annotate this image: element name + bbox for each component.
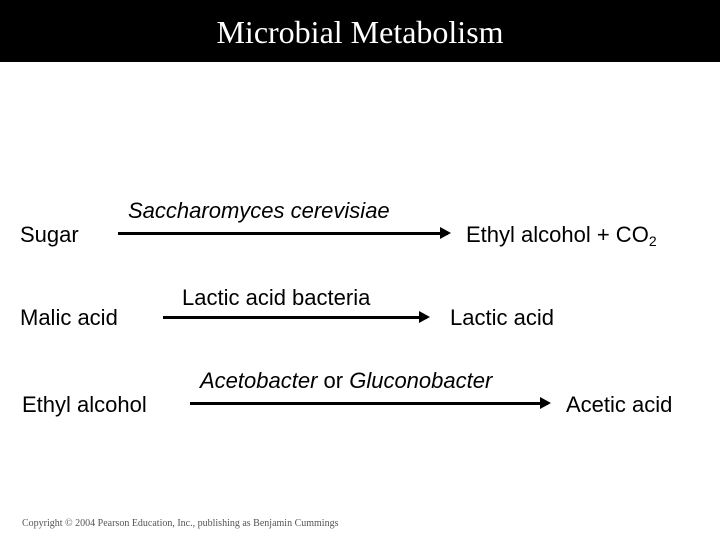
title-bar xyxy=(0,0,720,64)
reaction-2-arrow xyxy=(163,316,427,319)
reaction-1-product-main: Ethyl alcohol + CO xyxy=(466,222,649,247)
reaction-3-organism-genus-1: Acetobacter xyxy=(200,368,318,393)
reaction-1-product-subscript: 2 xyxy=(648,233,657,249)
reaction-3-organism-connector: or xyxy=(317,368,350,393)
reaction-2-organism: Lactic acid bacteria xyxy=(182,285,371,310)
reaction-3-organism-genus-2: Gluconobacter xyxy=(349,368,493,393)
reaction-1-organism: Saccharomyces cerevisiae xyxy=(128,198,390,223)
reaction-2-product: Lactic acid xyxy=(450,305,554,330)
reaction-1-product xyxy=(466,222,657,248)
reaction-2-substrate: Malic acid xyxy=(20,305,118,330)
reaction-3-product: Acetic acid xyxy=(566,392,673,417)
reaction-3-substrate: Ethyl alcohol xyxy=(22,392,147,417)
slide-title: Microbial Metabolism xyxy=(216,14,504,50)
copyright-notice: Copyright © 2004 Pearson Education, Inc., publishing as Benjamin Cummings xyxy=(22,518,339,529)
reaction-3-organism xyxy=(200,368,492,394)
reaction-3-arrow xyxy=(190,402,548,405)
reaction-1-substrate: Sugar xyxy=(20,222,79,247)
reaction-1-arrow xyxy=(118,232,448,235)
